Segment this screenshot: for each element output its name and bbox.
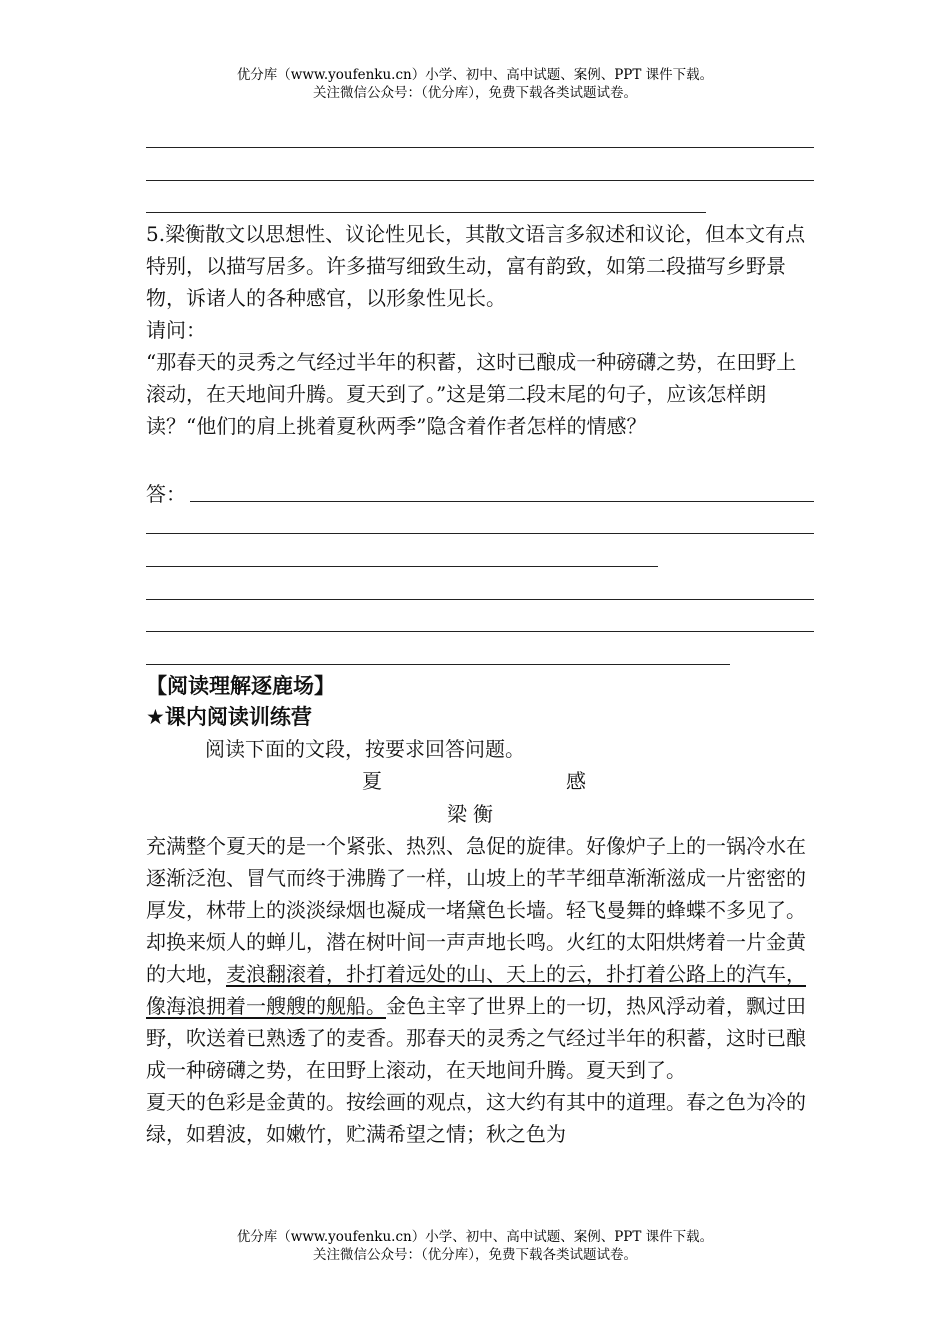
question-5-text: 5.梁衡散文以思想性、议论性见长，其散文语言多叙述和议论，但本文有点特别，以描写居多。许多描写细致生动，富有韵致，如第二段描写乡野景物，诉诸人的各种感官，以形象性见长。 [146,222,806,310]
answer-line [146,212,706,213]
answer-line [146,664,730,665]
article-paragraph-1 [146,830,816,1086]
header-line-2: 关注微信公众号：（优分库），免费下载各类试题试卷。 [313,85,637,101]
page-footer [0,1228,950,1264]
answer-line [146,566,658,567]
question-5-ask: 请问： [146,318,206,342]
section-subheading: ★课内阅读训练营 [146,705,312,729]
article-author: 梁衡 [447,802,499,826]
article-paragraph-2: 夏天的色彩是金黄的。按绘画的观点，这大约有其中的道理。春之色为冷的绿，如碧波，如嫩竹，贮满希望之情；秋之色为 [146,1090,806,1146]
paragraph-text: 金色主宰了世界上的一切，热风浮动着，飘过田野，吹送着已熟透了的麦香。那春天的灵秀之气经过半年的积蓄，这时已酿成一种磅礴之势，在田野上滚动，在天地间升腾。夏天到了。 [146,994,806,1082]
answer-line [146,631,814,632]
answer-line [146,180,814,181]
paragraph-text: 充满整个夏天的是一个紧张、热烈、急促的旋律。好像炉子上的一锅冷水在逐渐泛泡、冒气而终于沸腾了一样，山坡上的芊芊细草渐渐滋成一片密密的厚发，林带上的淡淡绿烟也凝成一堵黛色长墙。轻飞曼舞的蜂蝶不多见了。却换来烦人的蝉儿，潜在树叶间一声声地长鸣。火红的太阳烘烤着一片金黄的大地， [146,834,806,986]
instruction: 阅读下面的文段，按要求回答问题。 [205,737,525,761]
article-title-char: 夏 [362,769,382,793]
section-heading: 【阅读理解逐鹿场】 [146,674,335,698]
question-5-quote: “那春天的灵秀之气经过半年的积蓄，这时已酿成一种磅礴之势，在田野上滚动，在天地间升腾。夏天到了。”这是第二段末尾的句子，应该怎样朗读？“他们的肩上挑着夏秋两季”隐含着作者怎样的情感？ [146,350,797,438]
answer-line [146,147,814,148]
article-body [146,830,816,1150]
answer-line [190,501,814,502]
footer-line-2: 关注微信公众号：（优分库），免费下载各类试题试卷。 [313,1247,637,1263]
header-line-1: 优分库（www.youfenku.cn）小学、初中、高中试题、案例、PPT 课件下载。 [236,67,714,83]
answer-line [146,533,814,534]
question-5 [146,218,816,442]
underlined-sentence: 麦浪翻滚着，扑打着远处的山、天上的云，扑打着公路上的汽车，像海浪拥着一艘艘的舰船。 [146,962,806,1018]
footer-line-1: 优分库（www.youfenku.cn）小学、初中、高中试题、案例、PPT 课件下载。 [236,1229,714,1245]
page-header [0,66,950,102]
article-title-char: 感 [566,769,586,793]
answer-label: 答： [146,482,186,506]
answer-line [146,599,814,600]
